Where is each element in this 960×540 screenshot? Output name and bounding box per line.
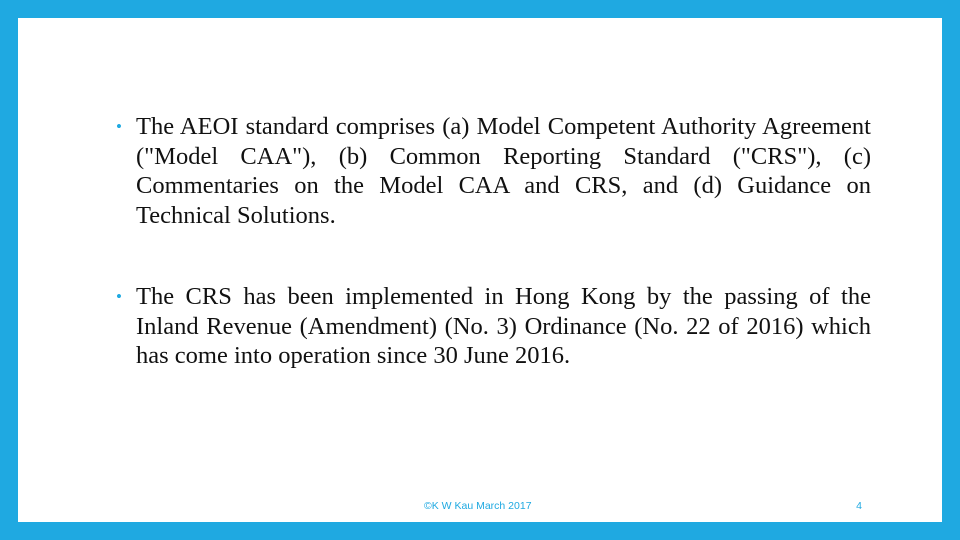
footer-text: ©K W Kau March 2017	[424, 500, 532, 512]
bullet-item-aeoi	[115, 112, 871, 230]
bullet-text: The CRS has been implemented in Hong Kong by the passing of the Inland Revenue (Amendment) (No. 3) Ordinance (No. 22 of 2016) which has come into operation since 30 June 2016.	[136, 283, 871, 369]
bullet-text: The AEOI standard comprises (a) Model Competent Authority Agreement ("Model CAA"), (b) Common Reporting Standard ("CRS"), (c) Commentaries on the Model CAA and CRS, and (d) Guidance on Technical Solutions.	[136, 113, 871, 229]
bullet-list	[115, 112, 871, 371]
slide-number: 4	[856, 500, 862, 512]
bullet-marker: •	[116, 117, 122, 136]
bullet-item-crs	[115, 282, 871, 371]
bullet-marker: •	[116, 287, 122, 306]
slide	[18, 18, 942, 522]
